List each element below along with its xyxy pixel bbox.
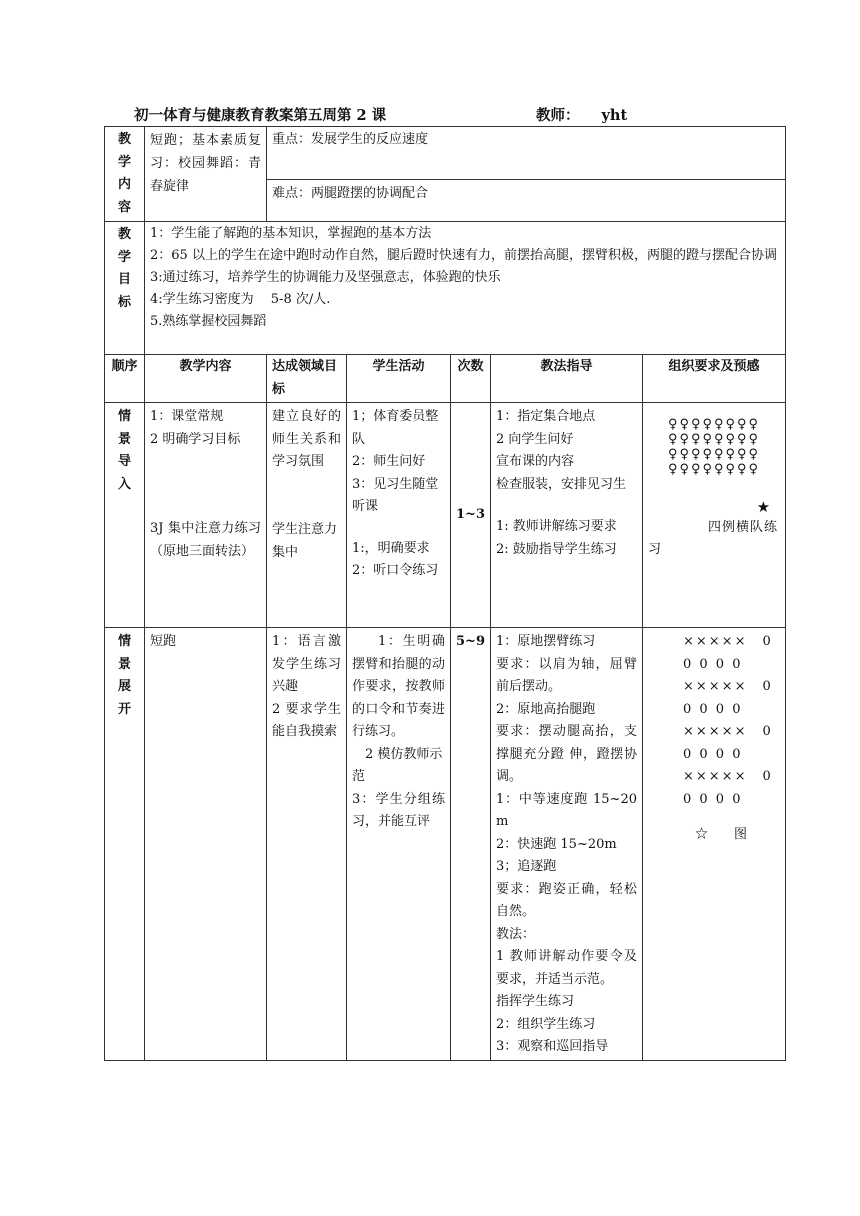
formation-note: 四例横队练习 <box>648 520 779 557</box>
row-organization <box>643 403 786 628</box>
formation-row: ××××× 0 <box>683 724 773 739</box>
table-row <box>105 403 786 628</box>
row-activity: 1；体育委员整队 2：师生问好 3：见习生随堂听课 1:，明确要求 2：听口令练习 <box>347 403 451 628</box>
goals-section-label: 教 学 目 标 <box>105 222 145 355</box>
formation-row: ××××× 0 <box>683 679 773 694</box>
row-content: 1：课堂常规 2 明确学习目标 3J 集中注意力练习（原地三面转法） <box>145 403 267 628</box>
formation-row: 0 0 0 0 <box>683 746 743 762</box>
goal-item: 4:学生练习密度为 5-8 次/人. <box>150 292 331 307</box>
teacher-star-icon: ★ <box>756 498 771 516</box>
formation-row: 0 0 0 0 <box>683 791 743 807</box>
col-header-content: 教学内容 <box>145 355 267 403</box>
formation-row: ××××× 0 <box>683 634 773 649</box>
difficult-point: 难点：两腿蹬摆的协调配合 <box>267 179 786 221</box>
col-header-goal: 达成领域目标 <box>267 355 347 403</box>
formation-row: ♀♀♀♀♀♀♀♀ <box>668 417 761 432</box>
goal-item: 2：65 以上的学生在途中跑时动作自然，腿后蹬时快速有力，前摆抬高腿，摆臂积极，两腿的蹬与摆配合协调 <box>150 248 777 263</box>
row-organization <box>643 628 786 1061</box>
lesson-title: 初一体育与健康教育教案第五周第 2 课 <box>134 107 387 124</box>
lesson-topic: 短跑；基本素质复习：校园舞蹈：青春旋律 <box>145 127 267 222</box>
goal-item: 5.熟练掌握校园舞蹈 <box>150 314 267 329</box>
table-row <box>105 628 786 1061</box>
stage-label: 情 景 导 入 <box>105 403 145 628</box>
row-goal: 建立良好的师生关系和学习氛围 学生注意力集中 <box>267 403 347 628</box>
row-content: 短跑 <box>145 628 267 1061</box>
key-point: 重点：发展学生的反应速度 <box>267 127 786 180</box>
teacher-label: 教师： <box>536 107 580 124</box>
row-method: 1：指定集合地点 2 向学生问好 宣布课的内容 检查服装，安排见习生 1: 教师讲解练习要求 2: 鼓励指导学生练习 <box>491 403 643 628</box>
formation-row: ××××× 0 <box>683 769 773 784</box>
col-header-times: 次数 <box>451 355 491 403</box>
formation-row: ♀♀♀♀♀♀♀♀ <box>668 432 761 447</box>
goal-item: 1：学生能了解跑的基本知识，掌握跑的基本方法 <box>150 226 432 241</box>
formation-row: 0 0 0 0 <box>683 701 743 717</box>
goal-item: 3:通过练习，培养学生的协调能力及坚强意志，体验跑的快乐 <box>150 270 501 285</box>
formation-row: ♀♀♀♀♀♀♀♀ <box>668 462 761 477</box>
lesson-plan-table <box>104 126 786 1061</box>
col-header-activity: 学生活动 <box>347 355 451 403</box>
stage-label: 情 景 展 开 <box>105 628 145 1061</box>
formation-figure-label: ☆ 图 <box>695 827 748 842</box>
col-header-method: 教法指导 <box>491 355 643 403</box>
teacher-info <box>536 104 627 125</box>
formation-row: ♀♀♀♀♀♀♀♀ <box>668 447 761 462</box>
row-times: 5~9 <box>451 628 491 1061</box>
row-goal: 1：语言激发学生练习兴趣 2 要求学生能自我摸索 <box>267 628 347 1061</box>
col-header-organization: 组织要求及预感 <box>643 355 786 403</box>
goals-list <box>145 222 786 355</box>
row-times: 1~3 <box>451 403 491 628</box>
formation-row: 0 0 0 0 <box>683 656 743 672</box>
row-method: 1：原地摆臂练习 要求：以肩为轴，屈臂前后摆动。 2：原地高抬腿跑 要求：摆动腿高抬，支撑腿充分蹬 伸，蹬摆协调。 1：中等速度跑 15~20m 2：快速跑 15~20m 3；追逐跑 要求：跑姿正确，轻松自然。 教法： 1 教师讲解动作要令及要求，并适当示范。 指挥学生练习 2：组织学生练习 3：观察和巡回指导 <box>491 628 643 1061</box>
content-section-label: 教 学 内 容 <box>105 127 145 222</box>
teacher-name: yht <box>601 107 628 124</box>
col-header-order: 顺序 <box>105 355 145 403</box>
row-activity: 1：生明确摆臂和抬腿的动作要求，按教师的口令和节奏进行练习。 2 模仿教师示范 3：学生分组练习，并能互评 <box>347 628 451 1061</box>
